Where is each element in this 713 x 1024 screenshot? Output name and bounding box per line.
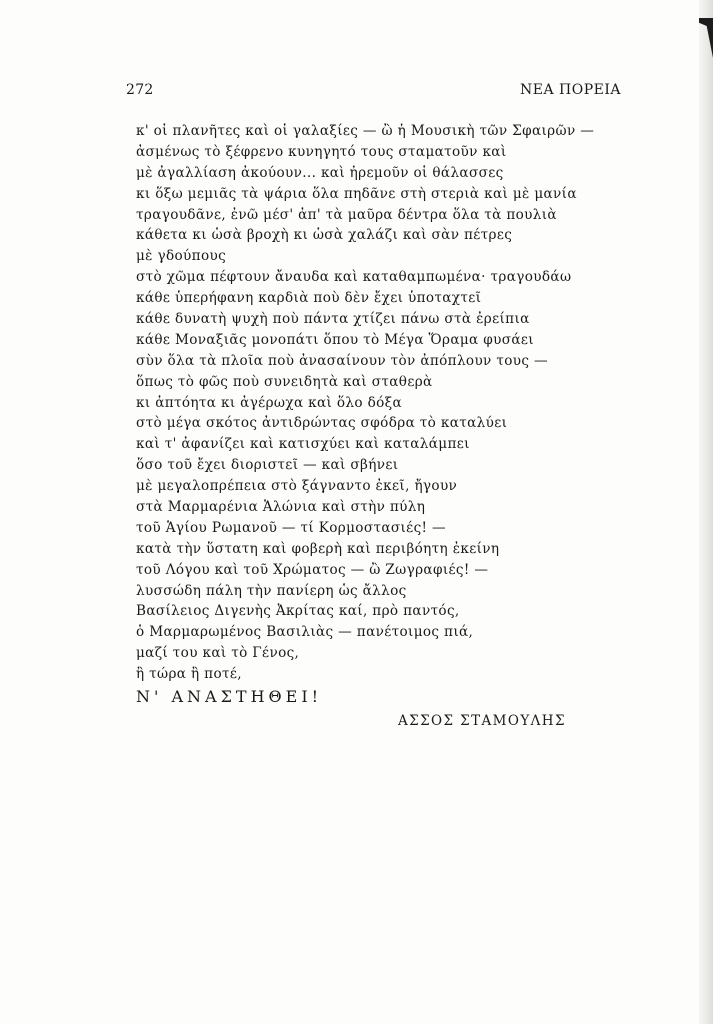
poem-line: ἀσμένως τὸ ξέφρενο κυνηγητό τους σταματοῦν καὶ	[136, 143, 507, 160]
poem-line: κάθε ὑπερήφανη καρδιὰ ποὺ δὲν ἔχει ὑποταχτεῖ	[136, 290, 482, 307]
poem-line: ὅσο τοῦ ἔχει διοριστεῖ — καὶ σβήνει	[136, 457, 399, 474]
poem-line: ἢ τώρα ἢ ποτέ,	[136, 666, 242, 683]
poem-line: Βασίλειος Διγενὴς Ἀκρίτας καί, πρὸ παντός,	[136, 603, 460, 620]
poem-line: τραγουδᾶνε, ἐνῶ μέσ' ἀπ' τὰ μαῦρα δέντρα ὅλα τὰ πουλιὰ	[136, 206, 557, 223]
poem-line: κάθετα κι ὡσὰ βροχὴ κι ὡσὰ χαλάζι καὶ σὰν πέτρες	[136, 227, 513, 244]
poem-line: κ' οἱ πλανῆτες καὶ οἱ γαλαξίες — ὢ ἡ Μουσικὴ τῶν Σφαιρῶν —	[136, 123, 595, 139]
poem-line: ὁ Μαρμαρωμένος Βασιλιὰς — πανέτοιμος πιά,	[136, 624, 474, 641]
author-signature: ΑΣΣΟΣ ΣΤΑΜΟΥΛΗΣ	[398, 713, 566, 729]
page-header	[126, 82, 621, 102]
poem-line: σὺν ὅλα τὰ πλοῖα ποὺ ἀνασαίνουν τὸν ἀπόπλουν τους —	[136, 352, 548, 369]
poem-line: στὸ μέγα σκότος ἀντιδρώντας σφόδρα τὸ καταλύει	[136, 415, 508, 432]
poem-line: μὲ γδούπους	[136, 248, 227, 265]
poem-line: κάθε δυνατὴ ψυχὴ ποὺ πάντα χτίζει πάνω στὰ ἐρείπια	[136, 311, 530, 328]
page-edge-shadow	[699, 0, 713, 1024]
running-title: ΝΕΑ ΠΟΡΕΙΑ	[520, 82, 621, 98]
poem-line: ὅπως τὸ φῶς ποὺ συνειδητὰ καὶ σταθερὰ	[136, 373, 433, 390]
poem-line: τοῦ Λόγου καὶ τοῦ Χρώματος — ὢ Ζωγραφιές! —	[136, 561, 489, 578]
poem-line: κι ὅξω μεμιᾶς τὰ ψάρια ὅλα πηδᾶνε στὴ στεριὰ καὶ μὲ μανία	[136, 185, 577, 202]
poem-line: μὲ μεγαλοπρέπεια στὸ ξάγναντο ἐκεῖ, ἤγουν	[136, 478, 458, 495]
poem-line: κι ἀπτόητα κι ἀγέρωχα καὶ ὅλο δόξα	[136, 394, 403, 411]
poem-line: μὲ ἀγαλλίαση ἀκούουν... καὶ ἠρεμοῦν οἱ θάλασσες	[136, 164, 504, 181]
poem-line: μαζί του καὶ τὸ Γένος,	[136, 645, 300, 662]
poem-line: στὸ χῶμα πέφτουν ἄναυδα καὶ καταθαμπωμένα· τραγουδάω	[136, 269, 572, 286]
poem-final-line: Ν' ΑΝΑΣΤΗΘΕΙ!	[136, 687, 323, 707]
poem-line: κάθε Μοναξιᾶς μονοπάτι ὅπου τὸ Μέγα Ὅραμα φυσάει	[136, 331, 534, 348]
poem-line: καὶ τ' ἀφανίζει καὶ κατισχύει καὶ καταλάμπει	[136, 436, 470, 453]
poem-line: λυσσώδη πάλη τὴν πανίερη ὡς ἄλλος	[136, 582, 407, 599]
poem-body	[136, 121, 616, 709]
poem-line: στὰ Μαρμαρένια Ἁλώνια καὶ στὴν πύλη	[136, 499, 426, 516]
poem-line: κατὰ τὴν ὕστατη καὶ φοβερὴ καὶ περιβόητη ἐκείνη	[136, 540, 500, 557]
poem-line: τοῦ Ἁγίου Ρωμανοῦ — τί Κορμοστασιές! —	[136, 519, 446, 536]
page-number: 272	[126, 82, 154, 98]
